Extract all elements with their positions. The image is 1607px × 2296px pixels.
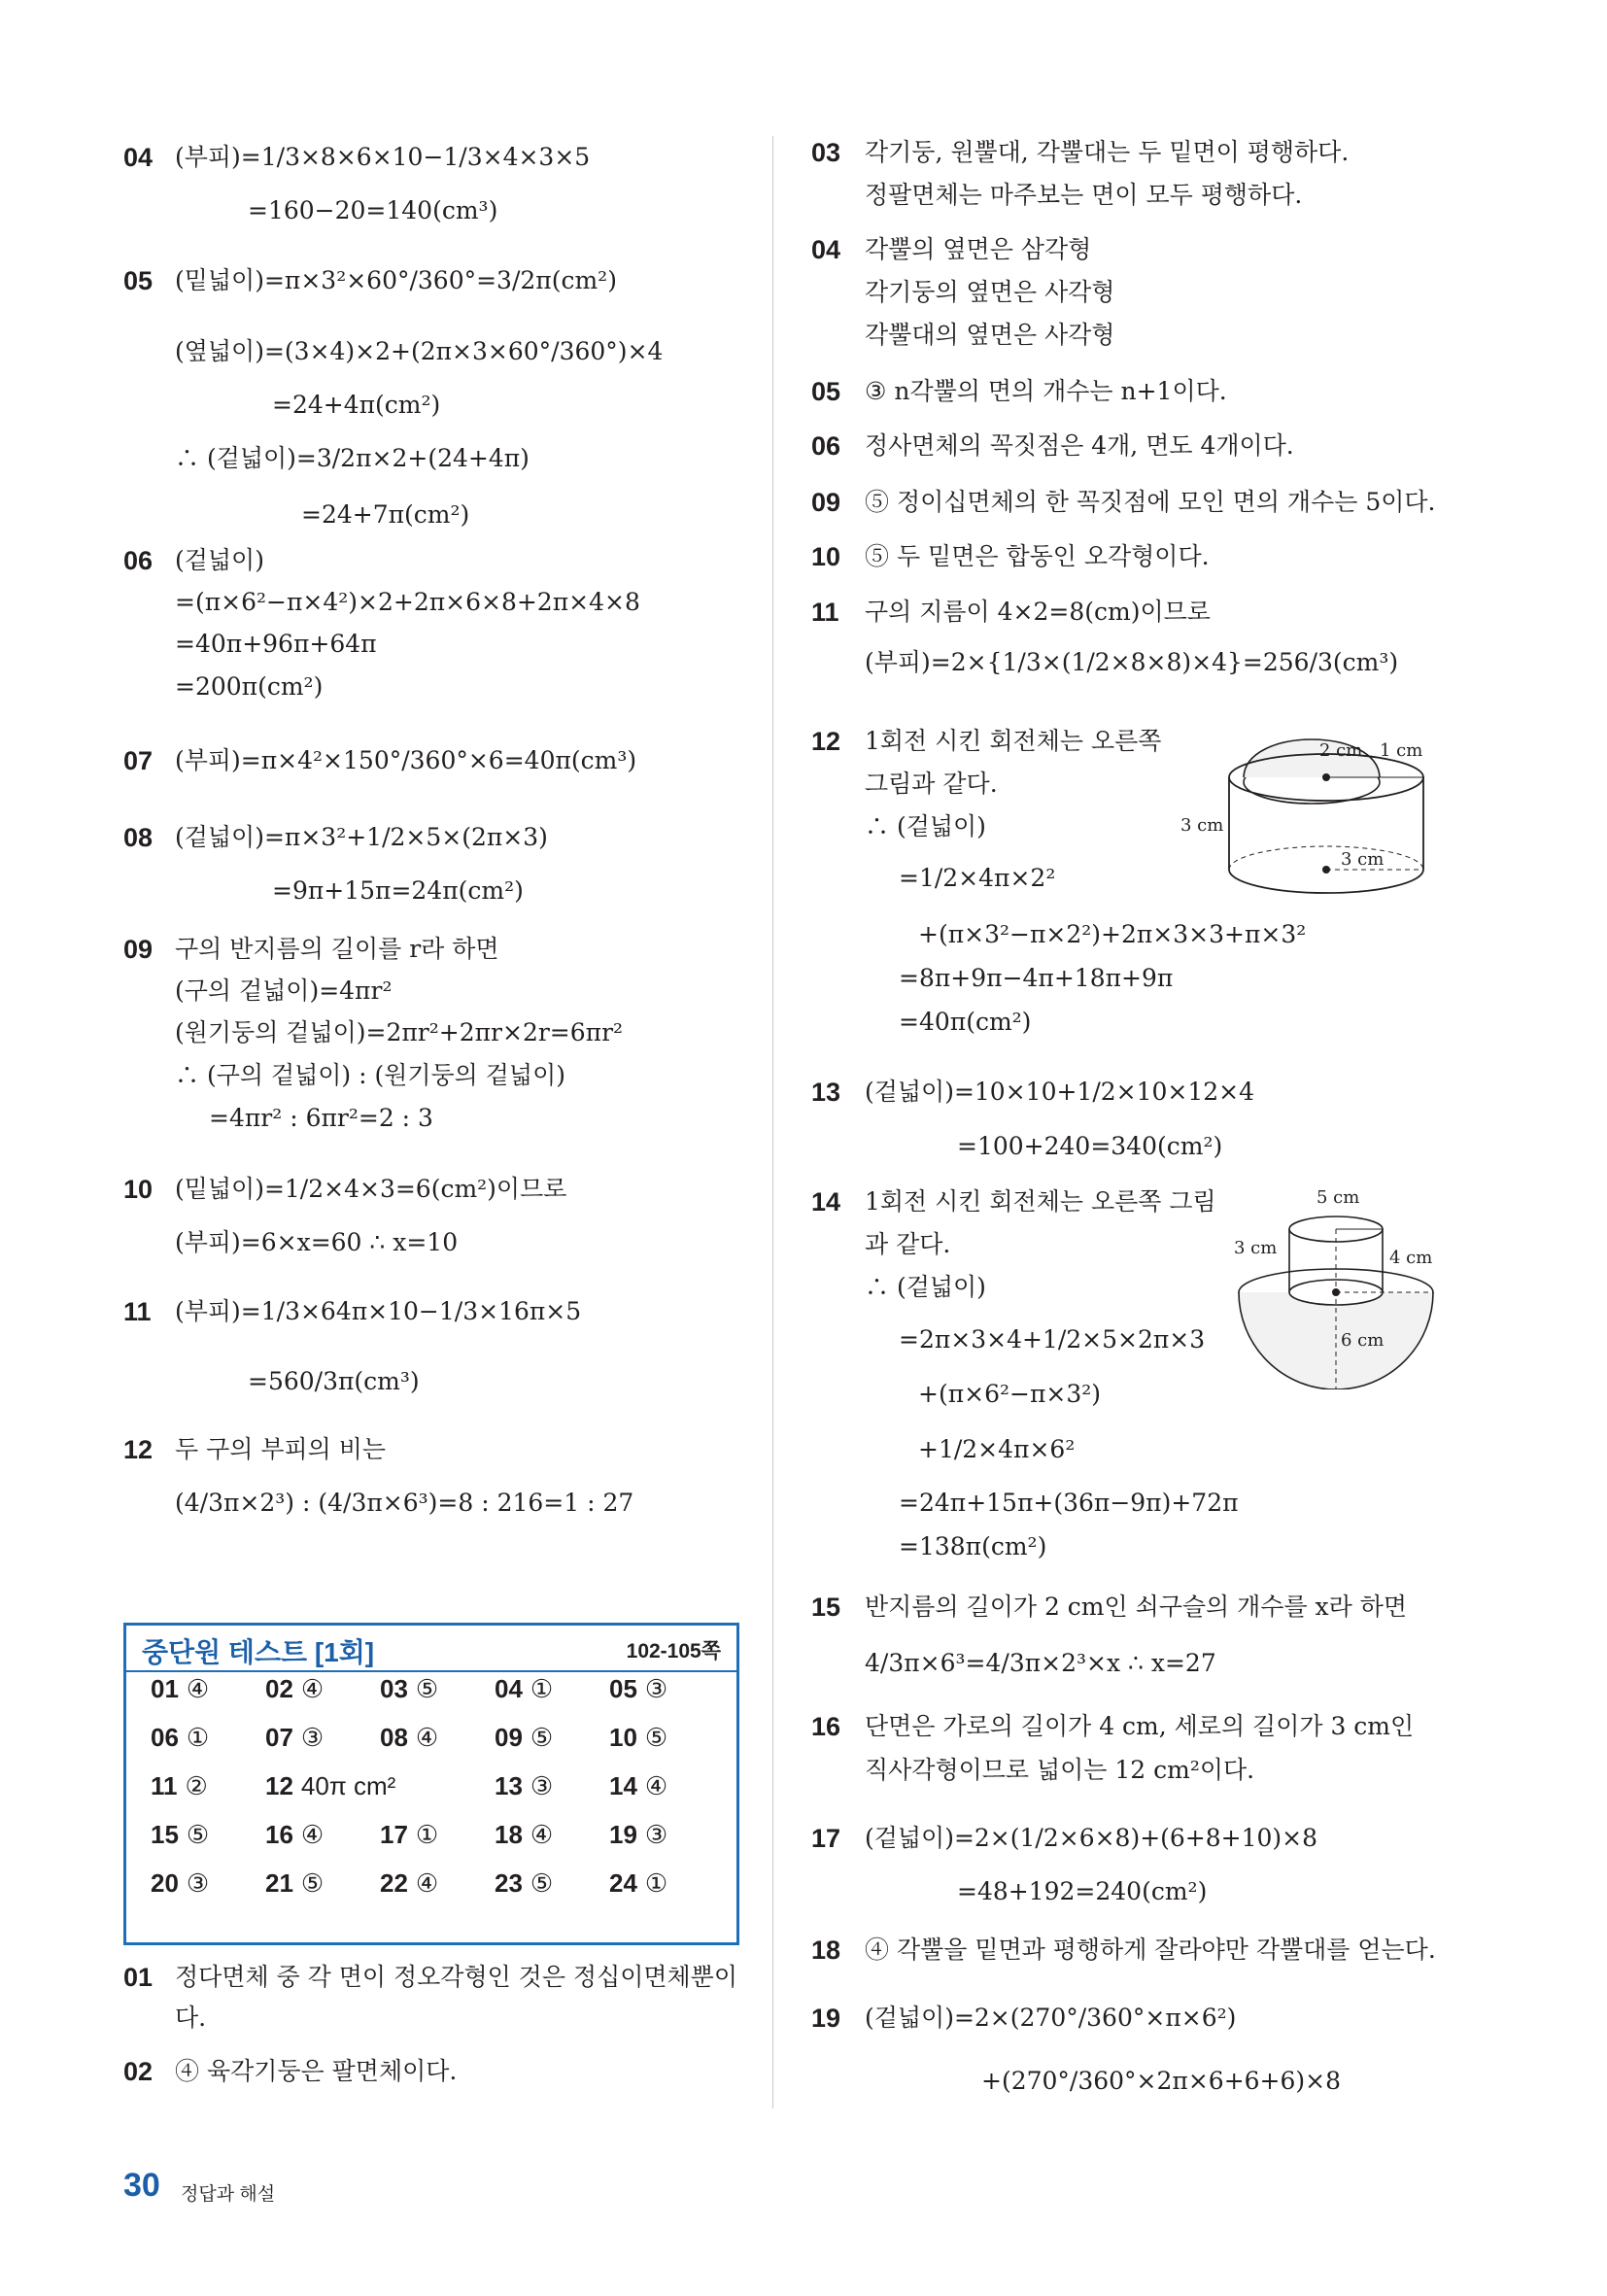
answer-value: ④	[300, 1674, 325, 1703]
answer-item	[609, 1868, 667, 1899]
fig12-label-b: 1 cm	[1380, 740, 1423, 761]
answer-value: ⑤	[530, 1723, 554, 1752]
page-number: 30	[123, 2167, 160, 2204]
solution-line: ∴ (겉넓이)=3/2π×2+(24+4π)	[175, 444, 530, 472]
answer-number: 11	[151, 1771, 178, 1800]
answer-value: ③	[300, 1723, 325, 1752]
problem-number: 05	[811, 377, 841, 406]
solution-line: (겉넓이)=π×3²+1/2×5×(2π×3)	[175, 823, 548, 851]
answer-value: ④	[415, 1723, 439, 1752]
solution-line: (겉넓이)=2×(1/2×6×8)+(6+8+10)×8	[865, 1824, 1318, 1852]
solution-line: 4/3π×6³=4/3π×2³×x ∴ x=27	[865, 1649, 1216, 1677]
answer-item	[495, 1674, 553, 1704]
answer-number: 20	[151, 1868, 179, 1898]
problem-number: 10	[123, 1175, 154, 1204]
solution-line: (겉넓이)=10×10+1/2×10×12×4	[865, 1078, 1255, 1106]
problem-number: 18	[811, 1936, 841, 1965]
answer-number: 10	[609, 1723, 637, 1752]
problem-number: 04	[123, 143, 154, 172]
problem-number: 06	[123, 546, 154, 575]
answer-number: 06	[151, 1723, 179, 1752]
answer-value: ①	[415, 1820, 439, 1849]
answer-value: ③	[644, 1820, 668, 1849]
answer-item	[609, 1723, 667, 1753]
answer-value: ④	[186, 1674, 210, 1703]
solution-line: =24+4π(cm²)	[272, 391, 441, 419]
answer-value: ③	[530, 1771, 554, 1800]
answer-number: 15	[151, 1820, 179, 1849]
solution-line: (구의 겉넓이)=4πr²	[175, 977, 393, 1005]
solution-line: 다.	[175, 2004, 207, 2032]
cylinder-on-hemisphere-figure	[1229, 1185, 1448, 1389]
solution-line: ④ 육각기둥은 팔면체이다.	[175, 2057, 458, 2085]
solution-line: 1회전 시킨 회전체는 오른쪽	[865, 727, 1162, 755]
answer-item	[265, 1674, 324, 1704]
solution-line: ③ n각뿔의 면의 개수는 n+1이다.	[865, 377, 1227, 405]
answer-item	[151, 1771, 208, 1801]
answer-item	[495, 1868, 553, 1899]
solution-line: =560/3π(cm³)	[248, 1367, 420, 1395]
answer-item	[380, 1868, 438, 1899]
problem-number: 05	[123, 266, 154, 295]
solution-line: (부피)=π×4²×150°/360°×6=40π(cm³)	[175, 746, 637, 774]
solution-line: =48+192=240(cm²)	[957, 1877, 1208, 1905]
answer-value: ⑤	[300, 1868, 325, 1898]
solution-line: =24+7π(cm²)	[301, 500, 470, 529]
problem-number: 09	[811, 488, 841, 517]
problem-number: 12	[123, 1435, 154, 1464]
solution-line: (옆넓이)=(3×4)×2+(2π×3×60°/360°)×4	[175, 337, 664, 365]
answer-number: 04	[495, 1674, 523, 1703]
problem-number: 19	[811, 2004, 841, 2033]
solution-line: =9π+15π=24π(cm²)	[272, 876, 524, 905]
problem-number: 14	[811, 1187, 841, 1217]
answer-box	[123, 1623, 739, 1945]
solution-line: (부피)=2×{1/3×(1/2×8×8)×4}=256/3(cm³)	[865, 648, 1399, 676]
answer-number: 12	[265, 1771, 293, 1800]
solution-line: =4πr² : 6πr²=2 : 3	[209, 1104, 433, 1132]
problem-number: 11	[123, 1297, 152, 1326]
solution-line: =160−20=140(cm³)	[248, 196, 498, 224]
answer-number: 19	[609, 1820, 637, 1849]
answer-value: ③	[644, 1674, 668, 1703]
solution-line: +1/2×4π×6²	[918, 1435, 1076, 1463]
solution-line: 1회전 시킨 회전체는 오른쪽 그림	[865, 1187, 1216, 1216]
answer-item	[265, 1868, 324, 1899]
solution-line: =8π+9π−4π+18π+9π	[899, 964, 1174, 992]
solution-line: (밑넓이)=π×3²×60°/360°=3/2π(cm²)	[175, 266, 617, 294]
answer-value: ④	[415, 1868, 439, 1898]
footer-label: 정답과 해설	[181, 2184, 276, 2205]
solution-line: 구의 지름이 4×2=8(cm)이므로	[865, 598, 1211, 626]
answer-item	[609, 1771, 667, 1801]
solution-line: (원기둥의 겉넓이)=2πr²+2πr×2r=6πr²	[175, 1018, 624, 1046]
answer-item	[609, 1674, 667, 1704]
problem-number: 15	[811, 1593, 841, 1622]
solution-line: 그림과 같다.	[865, 770, 998, 798]
problem-number: 01	[123, 1963, 154, 1992]
answer-number: 03	[380, 1674, 408, 1703]
solution-line: ∴ (구의 겉넓이) : (원기둥의 겉넓이)	[175, 1061, 565, 1089]
answer-number: 09	[495, 1723, 523, 1752]
problem-number: 09	[123, 935, 154, 964]
solution-line: (부피)=1/3×64π×10−1/3×16π×5	[175, 1297, 582, 1325]
answer-box-pages: 102-105쪽	[626, 1640, 721, 1662]
solution-line: 직사각형이므로 넓이는 12 cm²이다.	[865, 1756, 1255, 1784]
solution-line: 각기둥의 옆면은 사각형	[865, 278, 1115, 306]
solution-line: (부피)=6×x=60 ∴ x=10	[175, 1228, 459, 1256]
answer-value: ②	[185, 1771, 208, 1800]
answer-item	[495, 1820, 553, 1850]
answer-number: 07	[265, 1723, 293, 1752]
answer-number: 21	[265, 1868, 293, 1898]
solution-line: (겉넓이)	[175, 546, 264, 574]
solution-line: 과 같다.	[865, 1230, 951, 1258]
solution-line: (겉넓이)=2×(270°/360°×π×6²)	[865, 2004, 1237, 2032]
solution-line: 두 구의 부피의 비는	[175, 1435, 387, 1463]
problem-number: 13	[811, 1078, 841, 1107]
answer-number: 23	[495, 1868, 523, 1898]
answer-number: 05	[609, 1674, 637, 1703]
answer-item	[609, 1820, 667, 1850]
answer-number: 18	[495, 1820, 523, 1849]
answer-number: 14	[609, 1771, 637, 1800]
answer-number: 13	[495, 1771, 523, 1800]
solution-line: =100+240=340(cm²)	[957, 1132, 1223, 1160]
solution-line: =138π(cm²)	[899, 1532, 1047, 1560]
answer-item	[151, 1820, 209, 1850]
solution-line: +(π×3²−π×2²)+2π×3×3+π×3²	[918, 920, 1307, 948]
problem-number: 11	[811, 598, 839, 627]
solution-line: 반지름의 길이가 2 cm인 쇠구슬의 개수를 x라 하면	[865, 1593, 1408, 1621]
solution-line: =(π×6²−π×4²)×2+2π×6×8+2π×4×8	[175, 588, 640, 616]
solution-line: =2π×3×4+1/2×5×2π×3	[899, 1325, 1206, 1354]
answer-item	[380, 1820, 438, 1850]
solution-line: 각기둥, 원뿔대, 각뿔대는 두 밑면이 평행하다.	[865, 138, 1350, 166]
answer-value: ⑤	[644, 1723, 668, 1752]
problem-number: 03	[811, 138, 841, 167]
solution-line: 정다면체 중 각 면이 정오각형인 것은 정십이면체뿐이	[175, 1963, 737, 1991]
answer-item	[495, 1723, 553, 1753]
solution-line: (4/3π×2³) : (4/3π×6³)=8 : 216=1 : 27	[175, 1489, 634, 1517]
solution-line: =24π+15π+(36π−9π)+72π	[899, 1489, 1239, 1517]
answer-value: ⑤	[186, 1820, 210, 1849]
fig14-label-b: 3 cm	[1234, 1238, 1278, 1258]
answer-number: 16	[265, 1820, 293, 1849]
answer-number: 17	[380, 1820, 408, 1849]
answer-item	[151, 1723, 209, 1753]
answer-value: ④	[300, 1820, 325, 1849]
solution-line: ⑤ 두 밑면은 합동인 오각형이다.	[865, 542, 1210, 570]
answer-item	[380, 1723, 438, 1753]
answer-value: ⑤	[530, 1868, 554, 1898]
solution-line: 정사면체의 꼭짓점은 4개, 면도 4개이다.	[865, 431, 1294, 460]
fig14-label-c: 4 cm	[1389, 1248, 1433, 1268]
answer-value: ①	[530, 1674, 554, 1703]
answer-number: 24	[609, 1868, 637, 1898]
problem-number: 10	[811, 542, 841, 571]
solution-line: +(270°/360°×2π×6+6+6)×8	[981, 2067, 1342, 2095]
answer-item	[380, 1674, 438, 1704]
solution-line: 단면은 가로의 길이가 4 cm, 세로의 길이가 3 cm인	[865, 1712, 1415, 1740]
solution-line: +(π×6²−π×3²)	[918, 1380, 1102, 1408]
answer-value: 40π cm²	[300, 1771, 396, 1800]
answer-item	[265, 1820, 324, 1850]
solution-line: =40π(cm²)	[899, 1008, 1032, 1036]
answer-item	[495, 1771, 553, 1801]
cylinder-hemisphere-figure	[1176, 719, 1428, 933]
solution-line: 각뿔의 옆면은 삼각형	[865, 235, 1092, 263]
problem-number: 06	[811, 431, 841, 461]
fig14-label-a: 5 cm	[1316, 1187, 1360, 1208]
answer-box-header	[126, 1626, 736, 1672]
problem-number: 12	[811, 727, 841, 756]
fig12-label-a: 2 cm	[1319, 740, 1363, 761]
answer-box-title: 중단원 테스트 [1회]	[142, 1637, 375, 1667]
solution-line: =200π(cm²)	[175, 672, 324, 701]
column-divider	[772, 136, 773, 2108]
answer-item	[151, 1674, 209, 1704]
solution-line: (밑넓이)=1/2×4×3=6(cm²)이므로	[175, 1175, 567, 1203]
fig14-label-d: 6 cm	[1341, 1330, 1385, 1351]
answer-number: 08	[380, 1723, 408, 1752]
solution-line: =40π+96π+64π	[175, 630, 377, 658]
answer-item	[265, 1771, 395, 1801]
solution-line: =1/2×4π×2²	[899, 864, 1056, 892]
fig12-label-c: 3 cm	[1180, 815, 1224, 836]
problem-number: 07	[123, 746, 154, 775]
problem-number: 17	[811, 1824, 841, 1853]
problem-number: 08	[123, 823, 154, 852]
solution-line: ④ 각뿔을 밑면과 평행하게 잘라야만 각뿔대를 얻는다.	[865, 1936, 1436, 1964]
answer-value: ③	[186, 1868, 210, 1898]
answer-value: ⑤	[415, 1674, 439, 1703]
answer-item	[151, 1868, 209, 1899]
answer-item	[265, 1723, 324, 1753]
solution-line: 각뿔대의 옆면은 사각형	[865, 321, 1115, 349]
answer-value: ④	[530, 1820, 554, 1849]
fig12-label-d: 3 cm	[1341, 849, 1385, 870]
answer-value: ①	[186, 1723, 210, 1752]
answer-value: ①	[644, 1868, 668, 1898]
answer-number: 22	[380, 1868, 408, 1898]
solution-line: ⑤ 정이십면체의 한 꼭짓점에 모인 면의 개수는 5이다.	[865, 488, 1436, 516]
problem-number: 04	[811, 235, 841, 264]
solution-line: 구의 반지름의 길이를 r라 하면	[175, 935, 499, 963]
solution-line: (부피)=1/3×8×6×10−1/3×4×3×5	[175, 143, 591, 171]
answer-number: 01	[151, 1674, 179, 1703]
solution-line: ∴ (겉넓이)	[865, 1273, 986, 1301]
solution-line: ∴ (겉넓이)	[865, 812, 986, 840]
answer-value: ④	[644, 1771, 668, 1800]
problem-number: 02	[123, 2057, 154, 2086]
answer-number: 02	[265, 1674, 293, 1703]
solution-line: 정팔면체는 마주보는 면이 모두 평행하다.	[865, 181, 1303, 209]
problem-number: 16	[811, 1712, 841, 1741]
